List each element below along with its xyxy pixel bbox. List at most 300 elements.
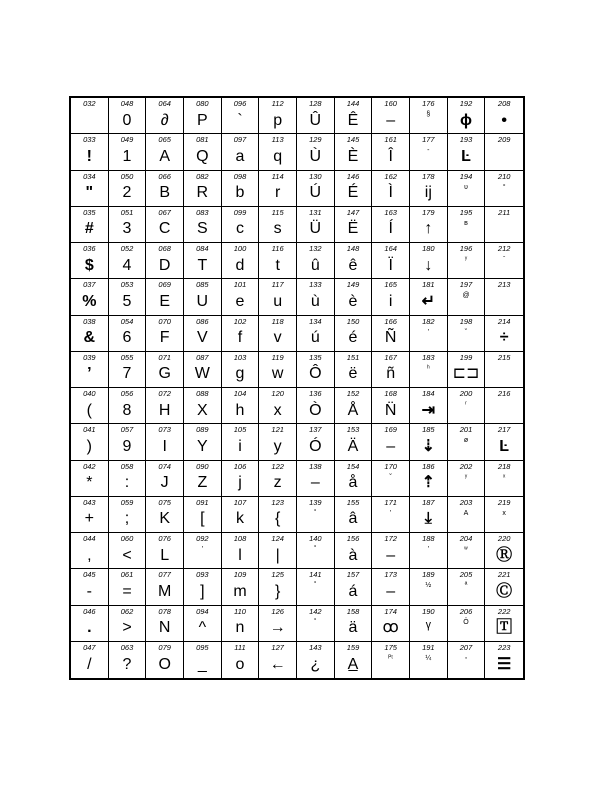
- character-glyph: u: [273, 292, 283, 310]
- table-cell: [146, 207, 184, 243]
- table-cell: [71, 569, 109, 605]
- character-code: 132: [309, 244, 322, 253]
- character-code: 043: [83, 497, 96, 507]
- character-glyph: z: [273, 474, 282, 492]
- character-glyph: o: [235, 655, 245, 673]
- character-glyph: –: [386, 582, 396, 600]
- character-code: 147: [346, 207, 360, 217]
- character-code: 041: [83, 425, 96, 435]
- character-code: 171: [384, 497, 397, 507]
- table-cell: [109, 98, 147, 134]
- character-glyph: 4: [122, 256, 132, 274]
- table-cell: [448, 279, 486, 315]
- character-code: 044: [83, 534, 96, 543]
- character-code: 059: [120, 497, 134, 507]
- character-glyph: @: [462, 292, 470, 300]
- character-glyph: p: [273, 111, 283, 129]
- character-code: 187: [422, 497, 435, 507]
- table-cell: [297, 98, 335, 134]
- table-cell: [448, 171, 486, 207]
- table-cell: [222, 207, 260, 243]
- table-cell: [146, 388, 184, 424]
- character-glyph: →: [269, 619, 286, 637]
- character-code: 047: [83, 642, 96, 652]
- character-code: 081: [196, 135, 209, 145]
- character-code: 063: [120, 642, 134, 652]
- character-glyph: –: [386, 437, 396, 455]
- character-code: 173: [384, 570, 397, 580]
- character-glyph: ’: [87, 365, 92, 383]
- character-code: 199: [459, 352, 473, 362]
- table-cell: [372, 606, 410, 642]
- character-code: 105: [233, 425, 247, 435]
- table-cell: [485, 352, 523, 388]
- character-code: 210: [497, 171, 511, 181]
- character-glyph: [: [200, 510, 205, 528]
- character-glyph: +: [84, 510, 94, 528]
- character-code: 101: [233, 280, 247, 290]
- character-glyph: 6: [122, 329, 132, 347]
- character-code: 040: [83, 389, 96, 398]
- character-code: 100: [233, 244, 247, 253]
- character-code: 166: [384, 316, 397, 326]
- character-code: 119: [271, 352, 284, 362]
- table-cell: [259, 207, 297, 243]
- character-code: 194: [459, 171, 473, 181]
- character-glyph: È: [347, 147, 359, 165]
- character-code: 127: [271, 642, 284, 652]
- character-glyph: ]: [200, 582, 205, 600]
- character-glyph: ˚: [314, 618, 317, 626]
- character-code: 167: [384, 352, 397, 362]
- table-cell: [259, 316, 297, 352]
- character-glyph: ϕ: [459, 111, 472, 129]
- character-code: 072: [158, 389, 171, 398]
- character-code: 062: [120, 606, 134, 616]
- character-code: 060: [120, 534, 134, 543]
- table-cell: [485, 316, 523, 352]
- table-cell: [184, 171, 222, 207]
- character-code: 160: [384, 99, 397, 108]
- character-glyph: r: [275, 184, 281, 202]
- character-glyph: ¿: [310, 655, 321, 673]
- character-code: 203: [459, 497, 473, 507]
- table-cell: [335, 171, 373, 207]
- character-code: 176: [422, 99, 435, 108]
- table-cell: [410, 497, 448, 533]
- table-cell: [335, 352, 373, 388]
- character-glyph: ↵: [421, 292, 436, 310]
- table-cell: [485, 424, 523, 460]
- character-glyph: ʳ: [465, 401, 467, 408]
- character-glyph: Y: [196, 437, 208, 455]
- character-glyph: Ù: [309, 147, 322, 165]
- table-cell: [410, 533, 448, 569]
- character-code: 200: [459, 389, 473, 398]
- character-glyph: m: [233, 582, 247, 600]
- character-code: 182: [422, 316, 435, 326]
- table-cell: [222, 134, 260, 170]
- table-cell: [71, 461, 109, 497]
- character-code: 054: [120, 316, 134, 326]
- character-glyph: Ŀ: [499, 437, 510, 455]
- table-cell: [335, 569, 373, 605]
- character-glyph: C: [158, 220, 171, 238]
- character-glyph: W: [194, 365, 210, 383]
- table-cell: [448, 352, 486, 388]
- character-glyph: 8: [122, 401, 132, 419]
- character-glyph: 7: [122, 365, 132, 383]
- character-code: 129: [309, 135, 322, 145]
- character-glyph: 0: [122, 111, 132, 129]
- character-code: 066: [158, 171, 171, 181]
- table-cell: [146, 98, 184, 134]
- character-glyph: ^: [198, 619, 207, 637]
- table-cell: [259, 642, 297, 678]
- character-glyph: ú: [310, 329, 320, 347]
- character-glyph: T: [197, 256, 208, 274]
- character-glyph: K: [159, 510, 170, 528]
- character-glyph: ¼: [425, 654, 432, 662]
- character-glyph: ä: [348, 619, 358, 637]
- table-cell: [410, 134, 448, 170]
- table-cell: [372, 461, 410, 497]
- table-cell: [259, 606, 297, 642]
- character-code: 053: [120, 280, 134, 290]
- character-code: 138: [309, 461, 322, 471]
- character-code: 197: [459, 280, 473, 290]
- character-code: 124: [271, 534, 284, 543]
- character-code: 163: [384, 207, 397, 217]
- character-code: 205: [459, 570, 473, 580]
- table-cell: [259, 134, 297, 170]
- table-cell: [184, 424, 222, 460]
- character-code: 169: [384, 425, 397, 435]
- table-cell: [109, 243, 147, 279]
- character-glyph: ø: [463, 437, 469, 445]
- character-code: 131: [309, 207, 322, 217]
- table-cell: [184, 497, 222, 533]
- character-glyph: H: [158, 401, 171, 419]
- character-glyph: `: [237, 111, 243, 129]
- character-glyph: –: [386, 546, 396, 564]
- character-glyph: Ò: [309, 401, 322, 419]
- character-glyph: [485, 144, 523, 169]
- table-cell: [448, 424, 486, 460]
- table-cell: [297, 461, 335, 497]
- character-glyph: s: [273, 220, 282, 238]
- character-code: 123: [271, 497, 284, 507]
- character-glyph: ): [86, 437, 92, 455]
- table-cell: [297, 642, 335, 678]
- character-glyph: •: [501, 111, 507, 129]
- character-glyph: w: [271, 365, 284, 383]
- character-code: 086: [196, 316, 209, 326]
- character-code: 126: [271, 606, 284, 616]
- character-glyph: ʷ: [464, 546, 468, 553]
- character-glyph: i: [238, 437, 242, 455]
- character-code: 220: [497, 534, 511, 543]
- table-cell: [485, 98, 523, 134]
- table-cell: [71, 316, 109, 352]
- character-glyph: 3: [122, 220, 132, 238]
- table-cell: [297, 279, 335, 315]
- table-cell: [71, 207, 109, 243]
- character-glyph: E: [159, 292, 170, 310]
- character-glyph: Ⓒ: [496, 582, 513, 600]
- character-code: 052: [120, 244, 134, 253]
- character-code: 117: [271, 280, 284, 290]
- table-cell: [372, 388, 410, 424]
- character-glyph: >: [122, 619, 132, 637]
- character-glyph: !: [86, 147, 92, 165]
- character-code: 212: [497, 244, 511, 253]
- table-cell: [448, 461, 486, 497]
- character-code: 077: [158, 570, 171, 580]
- character-code: 115: [271, 207, 284, 217]
- character-glyph: Ï: [388, 256, 393, 274]
- table-cell: [485, 388, 523, 424]
- character-code: 074: [158, 461, 171, 471]
- table-cell: [109, 461, 147, 497]
- character-code: 196: [459, 244, 473, 253]
- character-glyph: G: [158, 365, 171, 383]
- character-glyph: J: [160, 474, 169, 492]
- table-cell: [184, 134, 222, 170]
- character-code: 150: [346, 316, 360, 326]
- character-code: 075: [158, 497, 171, 507]
- character-glyph: D: [158, 256, 171, 274]
- table-cell: [222, 569, 260, 605]
- character-glyph: û: [310, 256, 320, 274]
- character-code: 165: [384, 280, 397, 290]
- table-cell: [372, 171, 410, 207]
- character-code: 064: [158, 99, 171, 108]
- character-code: 035: [83, 207, 96, 217]
- character-glyph: 9: [122, 437, 132, 455]
- character-code: 145: [346, 135, 360, 145]
- character-code: 159: [346, 642, 360, 652]
- table-cell: [448, 642, 486, 678]
- table-cell: [335, 424, 373, 460]
- character-code: 208: [497, 99, 511, 108]
- character-code: 174: [384, 606, 397, 616]
- character-glyph: ᴾᵗ: [388, 654, 393, 662]
- table-cell: [259, 98, 297, 134]
- character-code: 137: [309, 425, 322, 435]
- character-glyph: &: [83, 329, 96, 347]
- table-cell: [109, 642, 147, 678]
- character-code: 185: [422, 425, 435, 435]
- table-cell: [146, 279, 184, 315]
- character-glyph: Ö: [463, 618, 469, 626]
- table-cell: [222, 388, 260, 424]
- character-glyph: d: [235, 256, 245, 274]
- character-code: 045: [83, 570, 96, 580]
- character-glyph: ⤓: [424, 510, 432, 528]
- character-glyph: Ì: [388, 184, 393, 202]
- character-code: 071: [158, 352, 171, 362]
- character-glyph: Å: [347, 401, 359, 419]
- table-cell: [335, 243, 373, 279]
- character-code: 139: [309, 497, 322, 507]
- character-code: 093: [196, 570, 209, 580]
- character-glyph: ↓: [424, 256, 433, 274]
- character-glyph: ": [85, 184, 94, 202]
- table-cell: [372, 134, 410, 170]
- character-code: 069: [158, 280, 171, 290]
- table-cell: [259, 243, 297, 279]
- character-code: 079: [158, 642, 171, 652]
- table-cell: [259, 171, 297, 207]
- table-cell: [109, 533, 147, 569]
- table-cell: [259, 279, 297, 315]
- character-code: 048: [120, 99, 134, 108]
- character-glyph: Ä: [347, 437, 359, 455]
- character-glyph: Ŀ: [461, 147, 471, 165]
- table-cell: [372, 424, 410, 460]
- character-code: 177: [422, 135, 435, 145]
- character-glyph: Ë: [347, 220, 359, 238]
- character-glyph: Û: [309, 111, 322, 129]
- character-code: 222: [497, 606, 511, 616]
- table-cell: [372, 497, 410, 533]
- character-code: 083: [196, 207, 209, 217]
- table-cell: [410, 352, 448, 388]
- character-code: 120: [271, 389, 284, 398]
- table-cell: [448, 134, 486, 170]
- table-cell: [448, 533, 486, 569]
- table-cell: [259, 461, 297, 497]
- character-glyph: [485, 398, 523, 423]
- table-cell: [335, 642, 373, 678]
- character-code: 104: [233, 389, 247, 398]
- character-glyph: $: [84, 256, 94, 274]
- character-glyph: §: [426, 111, 431, 118]
- character-glyph: è: [348, 292, 358, 310]
- character-code: 184: [422, 389, 435, 398]
- table-cell: [146, 424, 184, 460]
- character-code: 091: [196, 497, 209, 507]
- table-cell: [184, 207, 222, 243]
- character-glyph: ˉ: [502, 256, 506, 263]
- character-glyph: P: [196, 111, 208, 129]
- character-glyph: n: [235, 619, 245, 637]
- character-glyph: b: [235, 184, 245, 202]
- character-code: 118: [271, 316, 284, 326]
- character-glyph: M: [158, 582, 172, 600]
- character-code: 070: [158, 316, 171, 326]
- character-glyph: 1: [122, 147, 132, 165]
- character-code: 164: [384, 244, 397, 253]
- character-glyph: O: [158, 655, 171, 673]
- character-code: 153: [346, 425, 360, 435]
- table-cell: [448, 388, 486, 424]
- character-code: 198: [459, 316, 473, 326]
- character-code: 170: [384, 461, 397, 471]
- character-glyph: L: [160, 546, 170, 564]
- table-cell: [335, 388, 373, 424]
- character-glyph: Ñ: [384, 329, 397, 347]
- table-cell: [259, 352, 297, 388]
- character-code: 046: [83, 606, 96, 616]
- table-cell: [222, 424, 260, 460]
- table-cell: [259, 533, 297, 569]
- character-glyph: ☰: [496, 655, 512, 673]
- character-code: 190: [422, 606, 435, 616]
- table-cell: [485, 134, 523, 170]
- character-code: 130: [309, 171, 322, 181]
- character-glyph: N: [158, 619, 171, 637]
- table-cell: [485, 207, 523, 243]
- table-cell: [184, 569, 222, 605]
- character-code: 179: [422, 207, 435, 217]
- character-code: 140: [309, 534, 322, 543]
- character-code: 032: [83, 99, 96, 108]
- character-code: 111: [234, 642, 246, 652]
- character-code: 189: [422, 570, 435, 580]
- character-glyph: A: [159, 147, 170, 165]
- character-code: 135: [309, 352, 322, 362]
- character-glyph: Ü: [309, 220, 322, 238]
- character-glyph: 🅃: [496, 619, 513, 637]
- character-code: 152: [346, 389, 360, 398]
- character-glyph: [485, 362, 523, 387]
- character-glyph: ;: [124, 510, 130, 528]
- table-cell: [448, 207, 486, 243]
- character-code: 039: [83, 352, 96, 362]
- table-cell: [259, 497, 297, 533]
- character-glyph: y: [273, 437, 282, 455]
- character-code: 128: [309, 99, 322, 108]
- character-glyph: ': [389, 509, 392, 517]
- table-cell: [71, 98, 109, 134]
- character-code: 168: [384, 389, 397, 398]
- table-cell: [297, 388, 335, 424]
- table-cell: [448, 606, 486, 642]
- character-glyph: f: [237, 329, 243, 347]
- character-code: 094: [196, 606, 209, 616]
- table-cell: [372, 98, 410, 134]
- table-cell: [71, 243, 109, 279]
- character-glyph: Í: [388, 220, 393, 238]
- character-glyph: ᵞ: [425, 619, 431, 637]
- character-glyph: -: [427, 147, 430, 155]
- character-code: 175: [384, 642, 397, 652]
- table-cell: [448, 497, 486, 533]
- character-code: 144: [346, 99, 360, 108]
- table-cell: [410, 243, 448, 279]
- table-cell: [71, 388, 109, 424]
- table-cell: [410, 388, 448, 424]
- character-glyph: :: [124, 474, 130, 492]
- table-cell: [297, 352, 335, 388]
- character-glyph: ⇣: [421, 437, 436, 455]
- table-cell: [109, 606, 147, 642]
- character-glyph: N̈: [384, 401, 397, 419]
- table-cell: [297, 533, 335, 569]
- character-glyph: ˚: [314, 582, 317, 590]
- table-cell: [222, 606, 260, 642]
- table-cell: [146, 134, 184, 170]
- character-code: 155: [346, 497, 360, 507]
- character-glyph: ': [427, 546, 429, 553]
- table-cell: [410, 461, 448, 497]
- character-code: 211: [498, 207, 511, 217]
- table-cell: [184, 606, 222, 642]
- character-code: 195: [459, 207, 473, 217]
- table-cell: [146, 243, 184, 279]
